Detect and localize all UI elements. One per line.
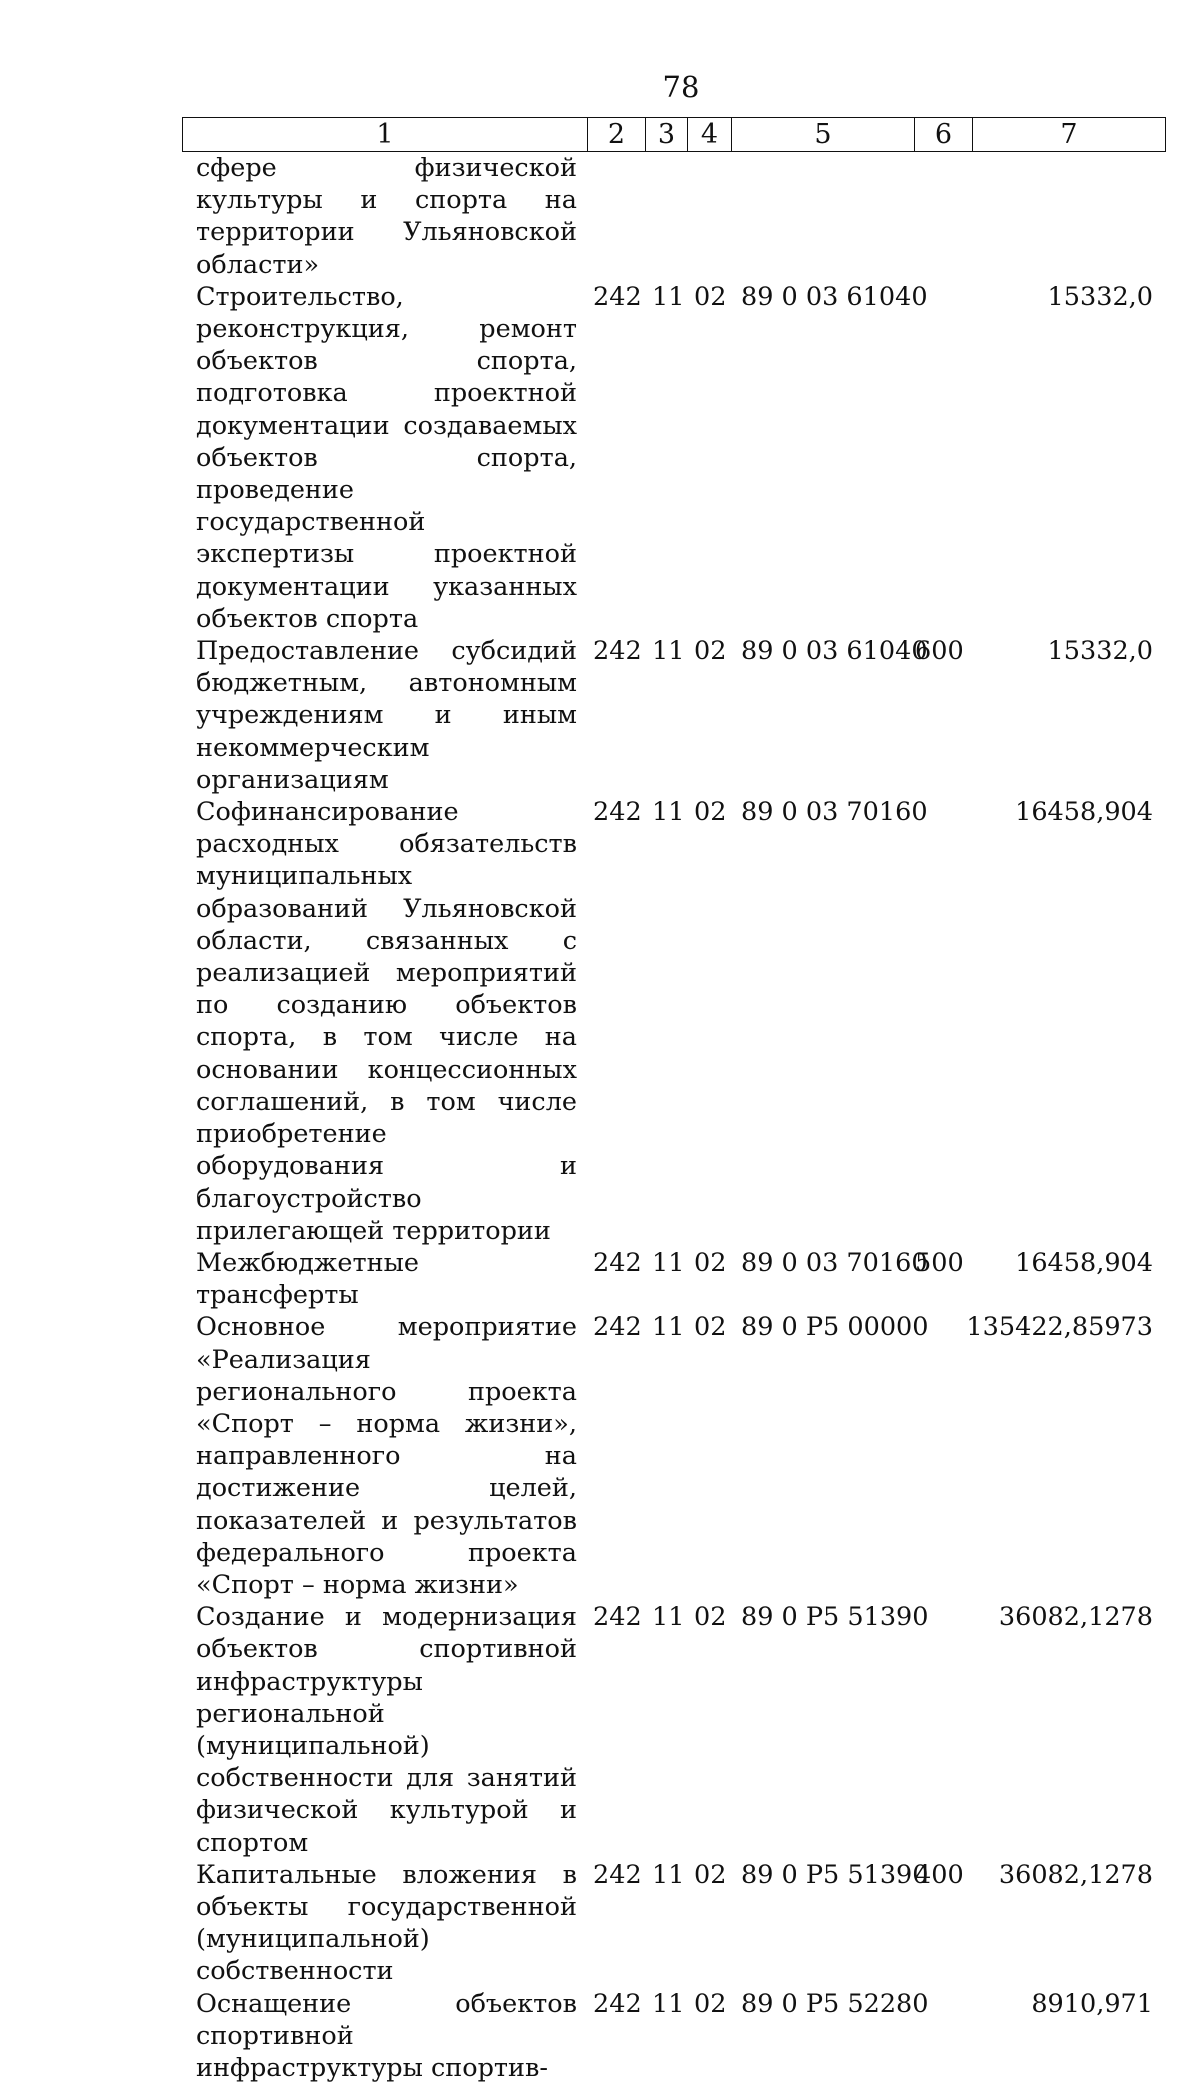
row-description: сфере физической культуры и спорта на территории Ульяновской области»	[196, 153, 577, 280]
row-description: Оснащение объектов спортивной инфраструктуры спортив-	[196, 1988, 577, 2083]
header-col-6: 6	[915, 118, 973, 152]
row-ministry-code: 242	[593, 797, 642, 828]
row-amount: 8910,971	[1031, 1988, 1153, 2019]
row-target-code: 89 0 P5 51390	[741, 1859, 929, 1890]
row-description: Основное мероприятие «Реализация регионального проекта «Спорт – норма жизни», направленного на достижение целей, показателей и результатов федерального проекта «Спорт – норма жизни»	[196, 1312, 577, 1600]
row-ministry-code: 242	[593, 1312, 642, 1343]
column-header-table	[182, 117, 1166, 152]
row-section-code: 11	[652, 797, 685, 828]
row-subsection-code: 02	[694, 797, 727, 828]
row-amount: 36082,1278	[998, 1602, 1153, 1633]
row-amount: 15332,0	[1047, 636, 1153, 667]
table-row	[0, 1311, 1200, 1601]
row-subsection-code: 02	[694, 1312, 727, 1343]
budget-table-body	[0, 152, 1200, 2084]
row-section-code: 11	[652, 1312, 685, 1343]
row-section-code: 11	[652, 1602, 685, 1633]
row-section-code: 11	[652, 636, 685, 667]
row-ministry-code: 242	[593, 281, 642, 312]
row-expense-type: 600	[915, 636, 964, 667]
table-row	[0, 635, 1200, 796]
header-col-1: 1	[183, 118, 588, 152]
row-description: Строительство, реконструкция, ремонт объектов спорта, подготовка проектной документации создаваемых объектов спорта, проведение государственной экспертизы проектной документации указанных объектов спорта	[196, 281, 577, 634]
row-amount: 36082,1278	[998, 1859, 1153, 1890]
row-description: Капитальные вложения в объекты государственной (муниципальной) собственности	[196, 1859, 577, 1987]
table-row	[0, 1988, 1200, 2084]
row-amount: 135422,85973	[966, 1312, 1153, 1343]
row-ministry-code: 242	[593, 1602, 642, 1633]
row-ministry-code: 242	[593, 1859, 642, 1890]
row-section-code: 11	[652, 1247, 685, 1278]
row-description: Софинансирование расходных обязательств муниципальных образований Ульяновской области, связанных с реализацией мероприятий по созданию объектов спорта, в том числе на основании концессионных соглашений, в том числе приобретение оборудования и благоустройство прилегающей территории	[196, 797, 577, 1246]
table-row	[0, 796, 1200, 1247]
row-target-code: 89 0 P5 52280	[741, 1988, 929, 2019]
row-ministry-code: 242	[593, 1247, 642, 1278]
table-row	[0, 1601, 1200, 1859]
row-description: Создание и модернизация объектов спортивной инфраструктуры региональной (муниципальной) собственности для занятий физической культурой и спортом	[196, 1602, 577, 1858]
row-target-code: 89 0 P5 00000	[741, 1312, 929, 1343]
row-section-code: 11	[652, 1988, 685, 2019]
page-number: 78	[662, 70, 700, 104]
row-amount: 16458,904	[1015, 1247, 1153, 1278]
table-row	[0, 1247, 1200, 1311]
table-row	[0, 152, 1200, 281]
row-target-code: 89 0 03 61040	[741, 636, 928, 667]
row-subsection-code: 02	[694, 1602, 727, 1633]
row-description: Предоставление субсидий бюджетным, автономным учреждениям и иным некоммерческим организациям	[196, 636, 577, 795]
row-target-code: 89 0 03 70160	[741, 797, 928, 828]
row-target-code: 89 0 03 61040	[741, 281, 928, 312]
row-ministry-code: 242	[593, 1988, 642, 2019]
row-subsection-code: 02	[694, 1988, 727, 2019]
row-subsection-code: 02	[694, 1247, 727, 1278]
row-amount: 15332,0	[1047, 281, 1153, 312]
table-row	[0, 1859, 1200, 1988]
header-col-4: 4	[688, 118, 732, 152]
row-subsection-code: 02	[694, 636, 727, 667]
table-row	[0, 281, 1200, 635]
header-col-3: 3	[646, 118, 688, 152]
row-subsection-code: 02	[694, 281, 727, 312]
row-target-code: 89 0 P5 51390	[741, 1602, 929, 1633]
header-col-2: 2	[588, 118, 646, 152]
row-description: Межбюджетные трансферты	[196, 1247, 419, 1311]
row-expense-type: 400	[915, 1859, 964, 1890]
header-col-7: 7	[973, 118, 1166, 152]
header-col-5: 5	[732, 118, 915, 152]
row-subsection-code: 02	[694, 1859, 727, 1890]
row-section-code: 11	[652, 1859, 685, 1890]
row-ministry-code: 242	[593, 636, 642, 667]
row-amount: 16458,904	[1015, 797, 1153, 828]
row-target-code: 89 0 03 70160	[741, 1247, 928, 1278]
row-section-code: 11	[652, 281, 685, 312]
row-expense-type: 500	[915, 1247, 964, 1278]
